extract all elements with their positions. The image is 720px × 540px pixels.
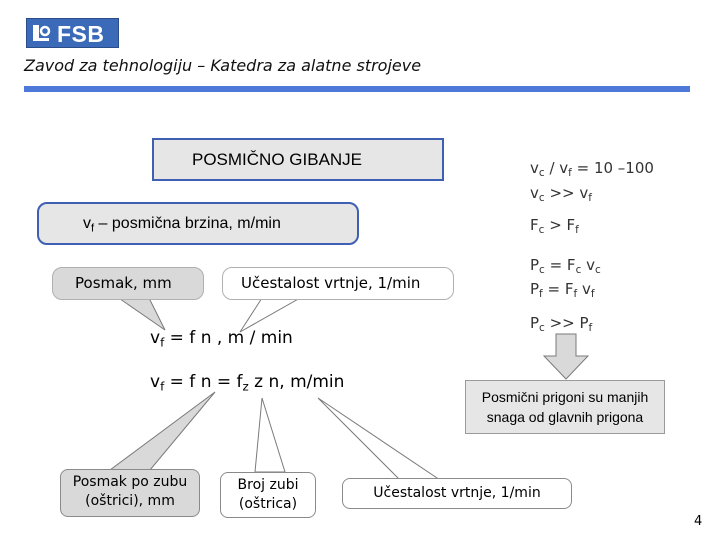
relation-speed-ratio bbox=[530, 158, 654, 208]
callout-tail-ucestalost-top bbox=[240, 298, 300, 332]
vf-subscript: f bbox=[91, 222, 95, 235]
formula2-v: v bbox=[150, 372, 161, 392]
conclusion-line2: snaga od glavnih prigona bbox=[486, 409, 644, 425]
title-label: POSMIČNO GIBANJE bbox=[192, 150, 363, 169]
formula-feed-rate bbox=[150, 328, 293, 350]
vf-description: – posmična brzina, m/min bbox=[94, 215, 281, 232]
vf-label bbox=[83, 215, 281, 234]
logo-text: FSB bbox=[57, 21, 105, 47]
relation-power-compare: $P_c >> P_f$ bbox=[530, 314, 593, 335]
formula2-fz-sub: z bbox=[242, 379, 249, 394]
department-subtitle: Zavod za tehnologiju – Katedra za alatne strojeve bbox=[24, 56, 422, 75]
formula2-v-sub: f bbox=[160, 379, 165, 394]
vf-box bbox=[37, 202, 359, 245]
callout-tail-broj bbox=[255, 398, 285, 472]
formula1-rest: = f n , m / min bbox=[164, 328, 293, 348]
down-arrow-icon bbox=[544, 334, 588, 379]
callout-ucestalost-bottom bbox=[342, 478, 572, 509]
formula2-rest: z n, m/min bbox=[248, 372, 345, 392]
ucestalost-top-label: Učestalost vrtnje, 1/min bbox=[241, 274, 421, 292]
vf-symbol: v bbox=[83, 215, 91, 232]
ucestalost-top-box bbox=[222, 267, 454, 300]
callout-zub-line2: (oštrici), mm bbox=[85, 493, 175, 509]
relation-power bbox=[530, 256, 601, 304]
title-box bbox=[152, 138, 444, 181]
callout-posmak-po-zubu bbox=[60, 469, 200, 517]
formula-feed-rate-teeth bbox=[150, 372, 344, 394]
callout-broj-line2: (oštrica) bbox=[238, 496, 298, 512]
relation-power-line2: $P_f = F_f$ $v_f$ bbox=[530, 280, 595, 301]
page-number: 4 bbox=[694, 514, 703, 529]
callout-tail-zub bbox=[110, 392, 215, 470]
callout-zub-line1: Posmak po zubu bbox=[72, 474, 188, 490]
callout-ucestalost-label: Učestalost vrtnje, 1/min bbox=[373, 485, 541, 501]
callout-broj-zubi bbox=[220, 472, 316, 518]
formula2-mid: = f n = f bbox=[164, 372, 243, 392]
relation-speed-ratio-line2: $v_c >> v_f$ bbox=[530, 184, 592, 205]
conclusion-box bbox=[465, 380, 665, 434]
relation-force: $F_c > F_f$ bbox=[530, 216, 579, 237]
callout-tail-ucestalost-bottom bbox=[318, 398, 440, 480]
relation-power-line1: $P_c = F_c$ $v_c$ bbox=[530, 256, 601, 277]
callout-broj-line1: Broj zubi bbox=[237, 477, 299, 493]
posmak-label: Posmak, mm bbox=[75, 274, 172, 292]
formula1-v-sub: f bbox=[160, 335, 165, 350]
conclusion-line1: Posmični prigoni su manjih bbox=[481, 389, 649, 405]
posmak-box bbox=[52, 267, 204, 300]
relation-speed-ratio-line1: $v_c / v_f = 10$ –100 bbox=[530, 159, 654, 180]
formula1-v: v bbox=[150, 328, 161, 348]
